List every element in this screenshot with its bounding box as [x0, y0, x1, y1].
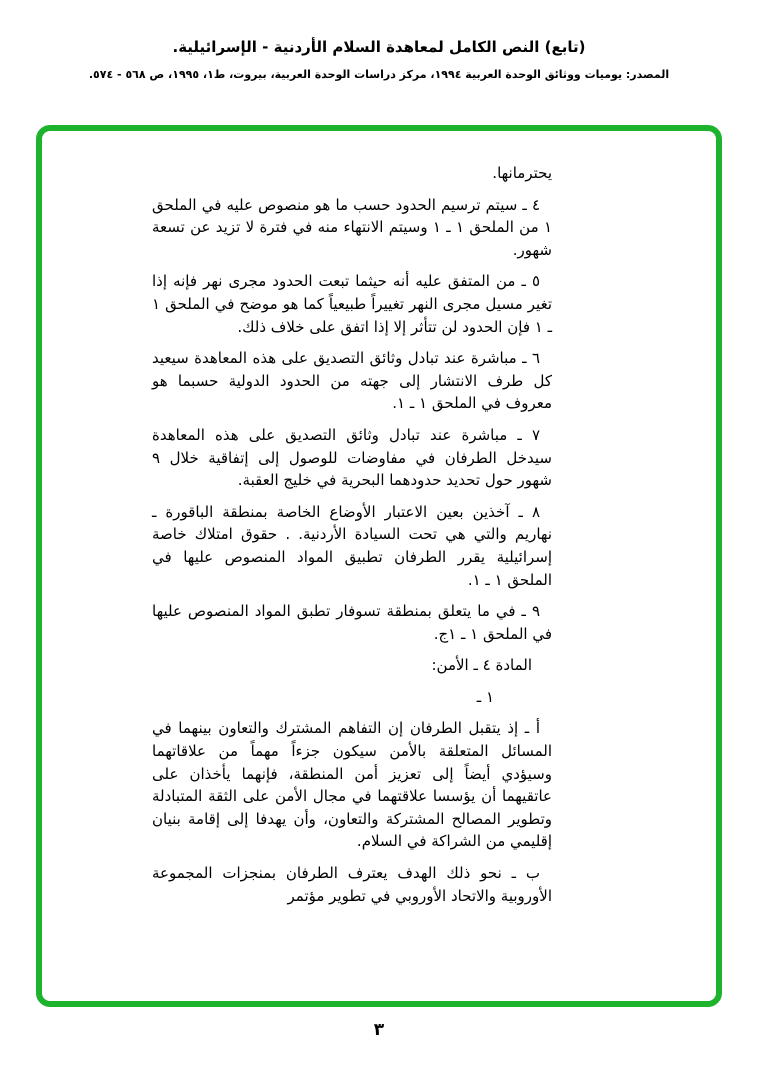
source-citation: المصدر: يوميات ووثائق الوحدة العربية ١٩٩٤، مركز دراسات الوحدة العربية، بيروت، ط١، ١٩٩٥، ص ٥٦٨ - ٥٧٤. — [88, 68, 670, 81]
clause-7: ٧ ـ مباشرة عند تبادل وثائق التصديق على هذه المعاهدة سيدخل الطرفان في مفاوضات للوصول إلى إتفاقية خلال ٩ شهور حول تحديد حدودهما البحرية في خليج العقبة. — [152, 425, 552, 490]
clause-9: ٩ ـ في ما يتعلق بمنطقة تسوفار تطبق المواد المنصوص عليها في الملحق ١ ـ ١ج. — [152, 602, 552, 643]
sub-clause-a: أ ـ إذ يتقبل الطرفان إن التفاهم المشترك والتعاون بينهما في المسائل المتعلقة بالأمن سيكون جزءاً مهماً من علاقاتهما وسيؤدي أيضاً إلى تعزيز أمن المنطقة، فإنهما يأخذان على عاتقيهما أن يؤسسا علاقتهما في مجال الأمن على الثقة المتبادلة وتطوير المصالح المشتركة والتعاون، وأن يهدفا إلى إقامة بنيان إقليمي من الشراكة في السلام. — [152, 719, 552, 851]
clause-4: ٤ ـ سيتم ترسيم الحدود حسب ما هو منصوص عليه في الملحق ١ من الملحق ١ ـ ١ وسيتم الانتهاء منه في فترة لا تزيد عن تسعة شهور. — [152, 195, 553, 259]
article-4-heading: المادة ٤ ـ الأمن: — [431, 656, 532, 675]
page-number: ٣ — [373, 1020, 385, 1040]
document-title: (تابع) النص الكامل لمعاهدة السلام الأردنية - الإسرائيلية. — [172, 38, 586, 56]
sub-clause-b: ب ـ نحو ذلك الهدف يعترف الطرفان بمنجزات المجموعة الأوروبية والاتحاد الأوروبي في تطوير مؤتمر — [152, 864, 552, 905]
continuation-line: يحترمانها. — [492, 164, 552, 182]
item-number-1: ١ ـ — [476, 687, 494, 706]
clause-6: ٦ ـ مباشرة عند تبادل وثائق التصديق على هذه المعاهدة سيعيد كل طرف الانتشار إلى جهته من الحدود الدولية حسبما هو معروف في الملحق ١ ـ ١. — [152, 349, 552, 413]
clause-5: ٥ ـ من المتفق عليه أنه حيثما تبعت الحدود مجرى نهر فإنه إذا تغير مسيل مجرى النهر تغييراً طبيعياً كما هو موضح في الملحق ١ ـ ١ فإن الحدود لن تتأثر إلا إذا اتفق على خلاف ذلك. — [152, 272, 552, 336]
clause-8: ٨ ـ آخذين بعين الاعتبار الأوضاع الخاصة بمنطقة الباقورة ـ نهاريم والتي هي تحت السيادة الأردنية. . حقوق امتلاك خاصة إسرائيلية يقرر الطرفان تطبيق المواد المنصوص عليها في الملحق ١ ـ ١. — [152, 502, 552, 589]
body-text-column — [152, 162, 552, 916]
page-header — [0, 38, 758, 81]
